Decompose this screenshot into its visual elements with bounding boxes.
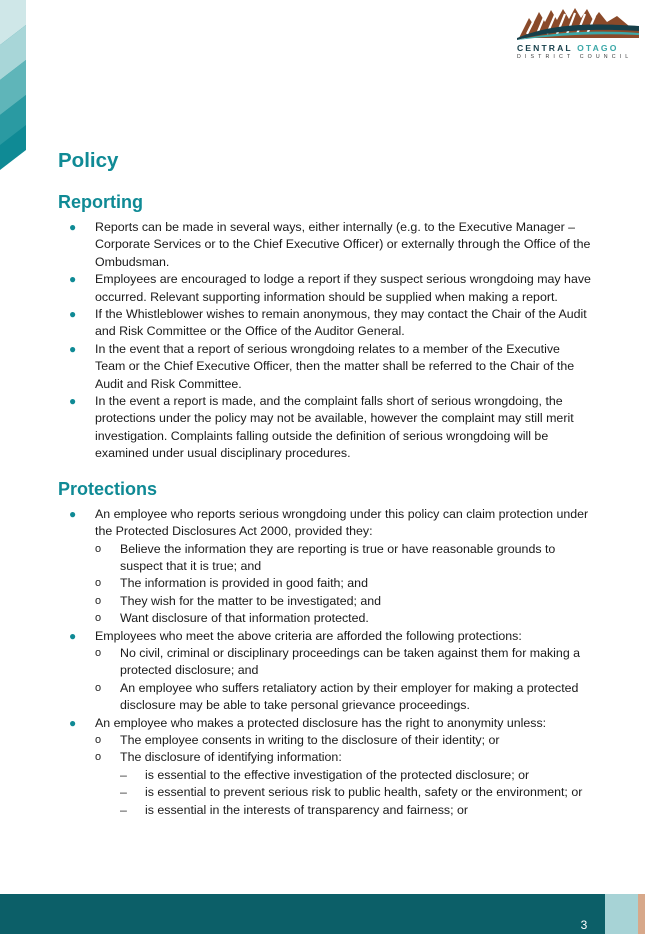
dash-bullet-icon: – <box>120 802 127 817</box>
footer-bar <box>0 894 605 934</box>
circle-bullet-icon: o <box>95 646 102 659</box>
list-item <box>58 628 593 715</box>
sub-sub-list-item-text: is essential to the effective investigation of the protected disclosure; or <box>145 767 530 782</box>
circle-bullet-icon: o <box>95 681 102 694</box>
sub-sub-list-item-text: is essential in the interests of transparency and fairness; or <box>145 802 469 817</box>
dash-bullet-icon: – <box>120 785 127 800</box>
reporting-list <box>58 219 593 463</box>
section-heading-reporting: Reporting <box>58 192 143 212</box>
logo-word-otago: OTAGO <box>577 43 619 53</box>
circle-bullet-icon: o <box>95 612 102 625</box>
protections-list <box>58 506 593 819</box>
bullet-icon: ● <box>69 715 77 730</box>
sub-list-item <box>95 680 593 715</box>
sub-list-item-text: An employee who suffers retaliatory action by their employer for making a protected disclosure may be able to take personal grievance proceedings. <box>120 680 579 713</box>
sub-list-item-text: The employee consents in writing to the disclosure of their identity; or <box>120 732 500 747</box>
sub-list-item <box>95 645 593 680</box>
logo-wordmark <box>517 43 641 53</box>
sub-list-item <box>95 575 593 592</box>
circle-bullet-icon: o <box>95 594 102 607</box>
bullet-icon: ● <box>69 220 77 234</box>
sub-list <box>95 541 593 628</box>
sub-list-item <box>95 610 593 627</box>
circle-bullet-icon: o <box>95 577 102 590</box>
footer-light-block <box>605 894 638 934</box>
sub-list-item <box>95 593 593 610</box>
list-item-text: Reports can be made in several ways, either internally (e.g. to the Executive Manager – Corporate Services or to the Chief Executive Officer) or externally through the Office of the Ombudsman. <box>95 220 591 269</box>
logo-word-central: CENTRAL <box>517 43 573 53</box>
list-item-text: If the Whistleblower wishes to remain anonymous, they may contact the Chair of the Audit and Risk Committee or the Office of the Auditor General. <box>95 307 587 339</box>
circle-bullet-icon: o <box>95 751 102 764</box>
sub-list-item <box>95 749 593 819</box>
list-item <box>58 506 593 628</box>
list-item-text: Employees are encouraged to lodge a report if they suspect serious wrongdoing may have occurred. Relevant supporting information should be supplied when making a report. <box>95 272 591 304</box>
mountain-logo-graphic <box>517 4 639 40</box>
list-item <box>58 219 593 271</box>
bullet-icon: ● <box>69 506 77 521</box>
list-item <box>58 715 593 819</box>
list-item <box>58 306 593 341</box>
council-logo <box>513 4 641 62</box>
sub-list-item-text: Want disclosure of that information protected. <box>120 611 369 626</box>
sub-list-item-text: The disclosure of identifying information: <box>120 750 342 765</box>
bullet-icon: ● <box>69 394 77 409</box>
section-heading-protections: Protections <box>58 478 158 499</box>
dash-bullet-icon: – <box>120 767 127 782</box>
list-item <box>58 271 593 306</box>
bullet-icon: ● <box>69 272 77 287</box>
sub-sub-list-item-text: is essential to prevent serious risk to public health, safety or the environment; or <box>145 785 583 800</box>
list-item <box>58 393 593 463</box>
sub-sub-list <box>120 767 593 819</box>
sub-list-item <box>95 541 593 576</box>
list-item-text: An employee who makes a protected disclosure has the right to anonymity unless: <box>95 715 547 730</box>
sub-list-item-text: The information is provided in good faith; and <box>120 576 368 591</box>
document-body <box>58 147 593 819</box>
footer-accent-strip <box>638 894 645 934</box>
sub-list-item-text: They wish for the matter to be investigated; and <box>120 593 382 608</box>
sub-list-item <box>95 732 593 749</box>
list-item <box>58 341 593 393</box>
sub-list <box>95 732 593 819</box>
sub-sub-list-item <box>120 767 593 784</box>
list-item-text: In the event a report is made, and the complaint falls short of serious wrongdoing, the protections under the policy may not be available, however the complaint may still merit investigation. Complaints falling outside the definition of serious wrongdoing will be examined under usual disciplinary procedures. <box>95 394 574 461</box>
logo-subtitle: DISTRICT COUNCIL <box>517 54 633 60</box>
circle-bullet-icon: o <box>95 542 102 555</box>
sub-sub-list-item <box>120 802 593 819</box>
sub-list-item-text: No civil, criminal or disciplinary proceedings can be taken against them for making a protected disclosure; and <box>120 645 581 678</box>
sub-list-item-text: Believe the information they are reporting is true or have reasonable grounds to suspect that it is true; and <box>120 541 556 573</box>
circle-bullet-icon: o <box>95 733 102 746</box>
list-item-text: Employees who meet the above criteria are afforded the following protections: <box>95 628 522 643</box>
bullet-icon: ● <box>69 307 77 322</box>
sub-list <box>95 645 593 715</box>
page-title: Policy <box>58 149 119 172</box>
page-number: 3 <box>580 918 588 932</box>
list-item-text: An employee who reports serious wrongdoing under this policy can claim protection under the Protected Disclosures Act 2000, provided they: <box>95 506 589 539</box>
decorative-left-band <box>0 0 26 180</box>
bullet-icon: ● <box>69 341 77 356</box>
bullet-icon: ● <box>69 628 77 643</box>
list-item-text: In the event that a report of serious wrongdoing relates to a member of the Executive Team or the Chief Executive Officer, then the matter shall be referred to the Chair of the Audit and Risk Committee. <box>95 341 575 391</box>
sub-sub-list-item <box>120 784 593 801</box>
